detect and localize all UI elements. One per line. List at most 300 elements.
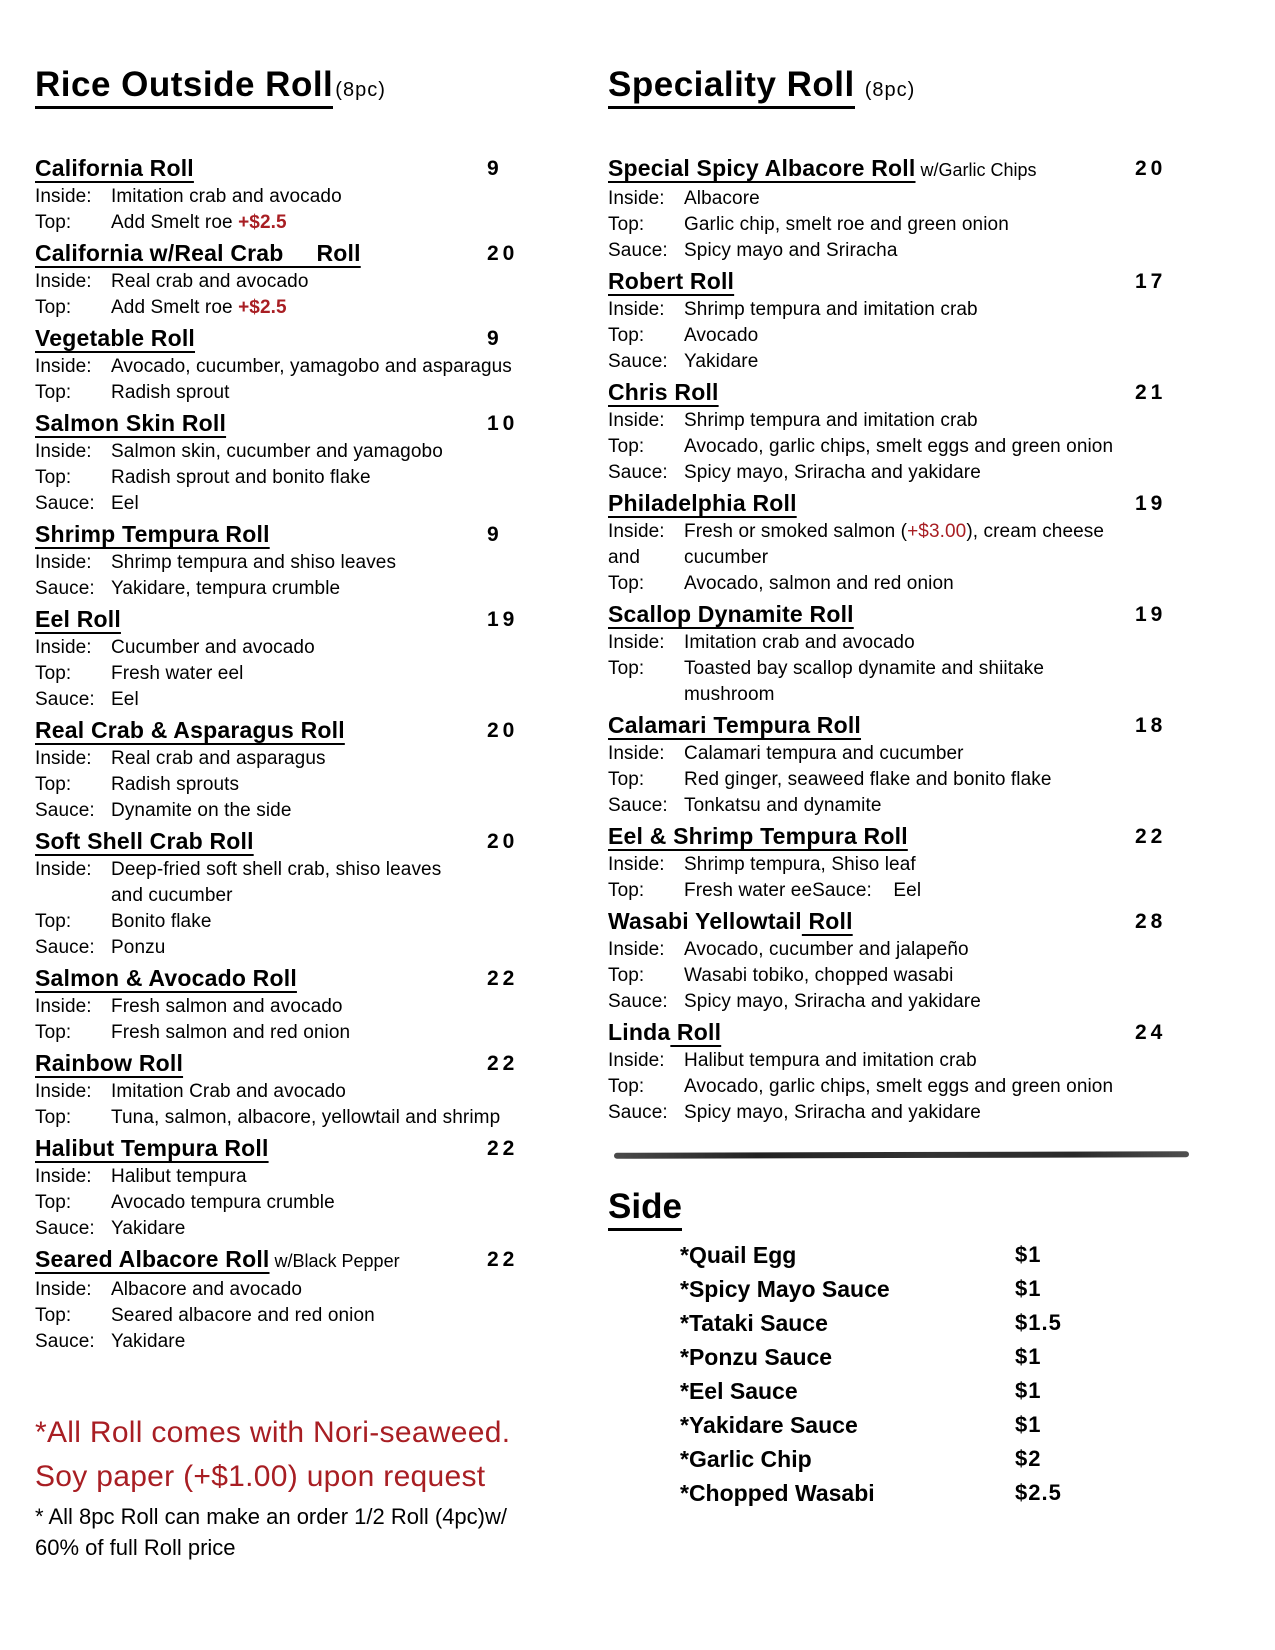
detail-label: Inside: [608,854,665,875]
detail-value [111,1164,613,1190]
menu-item-name: Vegetable Roll [35,325,196,351]
side-item-row [680,1374,1193,1408]
detail-value [111,210,613,236]
menu-item [35,519,613,602]
detail-value [111,1190,613,1216]
detail-value [111,576,613,602]
detail-text: Toasted bay scallop dynamite and shiitake [684,658,1045,679]
detail-text: Wasabi tobiko, chopped wasabi [684,965,954,986]
detail-label: Top: [608,573,645,594]
menu-item-name: Roll [801,908,853,934]
detail-label: Sauce: [35,937,95,958]
detail-label: Top: [35,774,72,795]
menu-item-detail-row [35,661,613,687]
menu-item-detail-row [35,1329,613,1355]
menu-item-price: 19 [487,608,519,631]
menu-item-detail-row [608,519,1193,545]
side-item-name: *Garlic Chip [680,1446,812,1472]
detail-value [111,1277,613,1303]
detail-value [684,434,1193,460]
footnote-red-line1: *All Roll comes with Nori-seaweed. [35,1416,511,1449]
detail-label: Sauce: [608,991,668,1012]
detail-text: Yakidare [111,1218,186,1239]
detail-label: Sauce: [608,795,668,816]
detail-text: and cucumber [111,885,233,906]
menu-item-price: 19 [1135,492,1167,515]
menu-item-name: Soft Shell Crab Roll [35,828,254,854]
detail-text: Shrimp tempura and shiso leaves [111,552,397,573]
section-title-suffix: (8pc) [335,79,386,101]
menu-item-detail-row [35,269,613,295]
detail-value [684,630,1193,656]
menu-item-name: Philadelphia Roll [608,490,797,516]
detail-value [684,1074,1193,1100]
detail-value [111,354,613,380]
detail-value [684,297,1193,323]
detail-price-highlight: +$3.00 [907,521,967,542]
detail-price-highlight: +$2.5 [238,212,287,233]
menu-item-detail-row [35,1216,613,1242]
detail-text: Fresh salmon and avocado [111,996,343,1017]
menu-item-name: Linda [608,1019,671,1045]
detail-label: Inside: [35,748,92,769]
menu-item-detail-row [608,571,1193,597]
menu-item-heading [35,153,613,184]
side-item-row [680,1238,1193,1272]
menu-item [35,408,613,517]
detail-label: Sauce: [608,1102,668,1123]
detail-text: Fresh salmon and red onion [111,1022,351,1043]
detail-value [684,186,1193,212]
side-item-row [680,1340,1193,1374]
detail-value [684,408,1193,434]
menu-item-price: 22 [487,967,519,990]
detail-value [111,798,613,824]
menu-item-detail-row [35,550,613,576]
detail-label: Sauce: [35,800,95,821]
menu-item-detail-row [35,439,613,465]
detail-text: Tonkatsu and dynamite [684,795,882,816]
menu-item-heading [35,1048,613,1079]
menu-item [35,1048,613,1131]
footnote-red [35,1411,613,1499]
detail-label: Sauce: [35,1331,95,1352]
menu-item-detail-row [35,857,613,883]
detail-label: Inside: [35,1081,92,1102]
menu-item-detail-row [608,767,1193,793]
detail-text: Avocado, garlic chips, smelt eggs and green onion [684,1076,1114,1097]
detail-label: Inside: [35,271,92,292]
menu-item-detail-row [35,380,613,406]
detail-value [111,1105,613,1131]
detail-value [684,741,1193,767]
speciality-section-title [608,64,1193,111]
menu-item-name: Scallop Dynamite Roll [608,601,854,627]
detail-value [684,1100,1193,1126]
detail-text: Fresh or smoked salmon ( [684,521,908,542]
menu-item-name: Salmon & Avocado Roll [35,965,297,991]
detail-text: Real crab and avocado [111,271,309,292]
section-title-text: Side [608,1187,682,1231]
rice-outside-section-title [35,64,613,111]
detail-value [111,491,613,517]
detail-label: Inside: [35,637,92,658]
menu-item-detail-row [35,1079,613,1105]
menu-item [608,1017,1193,1126]
detail-text: Halibut tempura [111,1166,247,1187]
detail-value [111,857,613,883]
detail-value [684,349,1193,375]
menu-item-price: 22 [487,1248,519,1271]
detail-text: Spicy mayo and Sriracha [684,240,898,261]
menu-item-price: 9 [487,523,503,546]
detail-text: cucumber [684,547,769,568]
detail-value [111,661,613,687]
detail-text: Red ginger, seaweed flake and bonito flake [684,769,1052,790]
menu-item-detail-row [35,994,613,1020]
menu-item [35,826,613,961]
detail-text: Yakidare [684,351,759,372]
menu-item-detail-row [35,798,613,824]
detail-label: Top: [35,1305,72,1326]
side-items-list [608,1238,1193,1510]
menu-item-detail-row [608,238,1193,264]
menu-item-detail-row [35,883,613,909]
detail-text: Eel [111,689,139,710]
detail-text: Avocado, cucumber, yamagobo and asparagus [111,356,512,377]
detail-text: Fresh water eel [111,663,244,684]
menu-item-heading [35,604,613,635]
menu-item-price: 17 [1135,270,1167,293]
detail-label: Top: [35,1107,72,1128]
detail-text: Radish sprouts [111,774,240,795]
menu-item-detail-row [608,937,1193,963]
detail-value [111,687,613,713]
detail-value [111,1303,613,1329]
menu-item-price: 20 [487,830,519,853]
menu-item-detail-row [608,878,1193,904]
menu-item [608,599,1193,708]
menu-item-detail-row [35,935,613,961]
menu-item [35,153,613,236]
detail-text: Shrimp tempura, Shiso leaf [684,854,916,875]
side-item-price: $1 [1015,1276,1042,1301]
side-item-price: $1 [1015,1242,1042,1267]
side-item-name: *Quail Egg [680,1242,797,1268]
detail-text: Spicy mayo, Sriracha and yakidare [684,1102,981,1123]
detail-text: Avocado, cucumber and jalapeño [684,939,969,960]
detail-text: ), cream cheese [966,521,1105,542]
detail-text: Avocado tempura crumble [111,1192,335,1213]
menu-item [608,488,1193,597]
detail-label: Inside: [35,441,92,462]
detail-value [684,878,1193,904]
section-title-text: Rice Outside Roll [35,65,333,109]
detail-value [111,1216,613,1242]
menu-item-detail-row [35,772,613,798]
menu-item [35,1133,613,1242]
menu-item-name: California Roll [35,155,194,181]
detail-text: Dynamite on the side [111,800,292,821]
detail-label: Sauce: [608,462,668,483]
detail-text: Add Smelt roe [111,297,239,318]
detail-label: Top: [35,663,72,684]
detail-label: Sauce: [608,351,668,372]
detail-label: Inside: [608,299,665,320]
menu-item-heading [608,266,1193,297]
menu-item-price: 9 [487,327,503,350]
menu-item-detail-row [608,186,1193,212]
menu-item-detail-row [608,408,1193,434]
menu-item-price: 28 [1135,910,1167,933]
menu-item-detail-row [35,746,613,772]
side-item-row [680,1476,1193,1510]
detail-value [111,1329,613,1355]
menu-item-name: Special Spicy Albacore Roll [608,155,916,181]
detail-text: Radish sprout and bonito flake [111,467,371,488]
detail-label: Inside: [608,632,665,653]
detail-text: Garlic chip, smelt roe and green onion [684,214,1009,235]
detail-label: Sauce: [35,689,95,710]
detail-value [111,184,613,210]
menu-item-detail-row [608,741,1193,767]
detail-text: Halibut tempura and imitation crab [684,1050,977,1071]
menu-item-detail-row [608,434,1193,460]
detail-text: Bonito flake [111,911,212,932]
side-item-name: *Ponzu Sauce [680,1344,833,1370]
menu-item-heading [35,963,613,994]
footnote-black-line2: 60% of full Roll price [35,1535,236,1560]
footnote-black-line1: * All 8pc Roll can make an order 1/2 Roll (4pc)w/ [35,1504,507,1529]
menu-item-detail-row [608,1048,1193,1074]
menu-item-heading [608,599,1193,630]
menu-item-detail-row [35,465,613,491]
detail-label: Top: [608,880,645,901]
detail-text: Add Smelt roe [111,212,239,233]
side-item-name: *Tataki Sauce [680,1310,828,1336]
detail-value [684,937,1193,963]
menu-item-detail-row [608,630,1193,656]
menu-item-detail-row [608,852,1193,878]
detail-label: Top: [35,1022,72,1043]
menu-item-detail-row [608,1100,1193,1126]
detail-value [684,519,1193,545]
detail-text: Calamari tempura and cucumber [684,743,964,764]
detail-value [684,767,1193,793]
detail-label: Top: [35,911,72,932]
detail-label: Top: [35,297,72,318]
detail-label: Sauce: [35,493,95,514]
side-section-title [608,1186,1193,1228]
menu-item-price: 24 [1135,1021,1167,1044]
detail-value [111,909,613,935]
detail-label: Top: [608,214,645,235]
detail-label: Sauce: [35,1218,95,1239]
detail-text: Spicy mayo, Sriracha and yakidare [684,991,981,1012]
menu-item [608,906,1193,1015]
detail-label: Inside: [35,859,92,880]
menu-item-name: Real Crab & Asparagus Roll [35,717,345,743]
menu-item-name: Wasabi Yellowtail [608,908,802,934]
detail-label: Sauce: [35,578,95,599]
detail-value [111,269,613,295]
detail-value [111,439,613,465]
detail-value [111,380,613,406]
detail-label: Inside: [35,1279,92,1300]
detail-value [111,883,613,909]
detail-label: Top: [35,212,72,233]
detail-label: Top: [608,965,645,986]
detail-label: Top: [35,467,72,488]
speciality-items-list [608,153,1193,1126]
detail-text: Salmon skin, cucumber and yamagobo [111,441,443,462]
menu-item-detail-row [35,687,613,713]
menu-item [35,238,613,321]
rice-outside-items-list [35,153,613,1355]
detail-label: Inside: [35,186,92,207]
detail-text: Radish sprout [111,382,230,403]
section-title-suffix: (8pc) [864,79,916,101]
menu-item-heading [35,408,613,439]
rice-outside-roll-section [35,64,613,1563]
footnote-black [35,1501,613,1563]
side-item-name: *Spicy Mayo Sauce [680,1276,890,1302]
menu-item-heading [608,710,1193,741]
menu-item-name: Robert Roll [608,268,735,294]
menu-item [35,1244,613,1355]
detail-text: Avocado, garlic chips, smelt eggs and green onion [684,436,1114,457]
side-item-row [680,1408,1193,1442]
menu-item-detail-row [35,210,613,236]
detail-value [111,635,613,661]
detail-label: Inside: [35,996,92,1017]
detail-value [111,1079,613,1105]
detail-value [684,571,1193,597]
detail-value [684,238,1193,264]
detail-value [111,465,613,491]
detail-label: Inside: [35,356,92,377]
side-item-price: $1 [1015,1378,1042,1403]
detail-value [684,682,1193,708]
detail-label: Inside: [35,552,92,573]
menu-item-name: Eel Roll [35,606,121,632]
side-item-name: *Yakidare Sauce [680,1412,858,1438]
detail-text: Real crab and asparagus [111,748,326,769]
detail-value [111,994,613,1020]
detail-value [684,989,1193,1015]
detail-text: Ponzu [111,937,166,958]
menu-item [608,153,1193,264]
detail-value [111,772,613,798]
menu-item-detail-row [35,1164,613,1190]
menu-item-heading [35,1133,613,1164]
menu-item-name: Eel & Shrimp Tempura Roll [608,823,908,849]
menu-item-detail-row [608,989,1193,1015]
menu-item-detail-row [35,576,613,602]
menu-item-detail-row [608,212,1193,238]
detail-text: Seared albacore and red onion [111,1305,375,1326]
menu-item-detail-row [35,909,613,935]
detail-value [684,323,1193,349]
menu-item-detail-row [608,963,1193,989]
menu-item-detail-row [608,793,1193,819]
section-title-text: Speciality Roll [608,65,855,109]
menu-item [35,715,613,824]
menu-item-name: California w/Real Crab Roll [35,240,361,266]
detail-text: Imitation Crab and avocado [111,1081,346,1102]
detail-price-highlight: +$2.5 [238,297,287,318]
detail-value [684,212,1193,238]
detail-label: Inside: [35,1166,92,1187]
menu-item-detail-row [608,349,1193,375]
side-item-price: $1 [1015,1412,1042,1437]
menu-item [35,323,613,406]
detail-text: Imitation crab and avocado [111,186,342,207]
menu-item-price: 19 [1135,603,1167,626]
menu-item-detail-row [608,1074,1193,1100]
menu-item [608,266,1193,375]
detail-value [111,746,613,772]
side-item-row [680,1442,1193,1476]
detail-text: Deep-fried soft shell crab, shiso leaves [111,859,442,880]
menu-item-heading [608,906,1193,937]
detail-text: Avocado, salmon and red onion [684,573,954,594]
detail-label: and [608,547,641,568]
detail-text: Shrimp tempura and imitation crab [684,410,978,431]
menu-item-detail-row [35,491,613,517]
menu-item [35,963,613,1046]
detail-value [684,460,1193,486]
menu-item-heading [35,1244,613,1277]
menu-item [35,604,613,713]
menu-item-detail-row [35,354,613,380]
menu-item-detail-row [608,545,1193,571]
detail-label [608,682,684,708]
menu-item-name: Salmon Skin Roll [35,410,227,436]
side-item-price: $2.5 [1015,1480,1062,1505]
detail-label: Top: [35,382,72,403]
menu-item-name: Chris Roll [608,379,719,405]
footnote-red-line2: Soy paper (+$1.00) upon request [35,1460,486,1493]
menu-item-name: Calamari Tempura Roll [608,712,862,738]
detail-value [111,550,613,576]
detail-label: Sauce: [608,240,668,261]
menu-item-name: Shrimp Tempura Roll [35,521,270,547]
side-item-row [680,1272,1193,1306]
menu-item-price: 9 [487,157,503,180]
detail-text: Albacore [684,188,760,209]
detail-label: Inside: [608,410,665,431]
detail-label: Top: [35,1192,72,1213]
menu-item-heading [35,519,613,550]
detail-text: Yakidare, tempura crumble [111,578,341,599]
detail-value [684,656,1193,682]
menu-item-heading [35,238,613,269]
menu-item-name-suffix: w/Black Pepper [269,1251,400,1271]
menu-item [608,821,1193,904]
detail-label: Inside: [608,188,665,209]
detail-text: Spicy mayo, Sriracha and yakidare [684,462,981,483]
menu-item-name-suffix: w/Garlic Chips [915,160,1037,180]
menu-item [608,710,1193,819]
speciality-roll-section [608,64,1193,1510]
detail-value [111,935,613,961]
detail-label: Top: [608,436,645,457]
detail-label: Inside: [608,939,665,960]
menu-item-price: 10 [487,412,519,435]
detail-value [684,1048,1193,1074]
menu-item-detail-row [35,1105,613,1131]
